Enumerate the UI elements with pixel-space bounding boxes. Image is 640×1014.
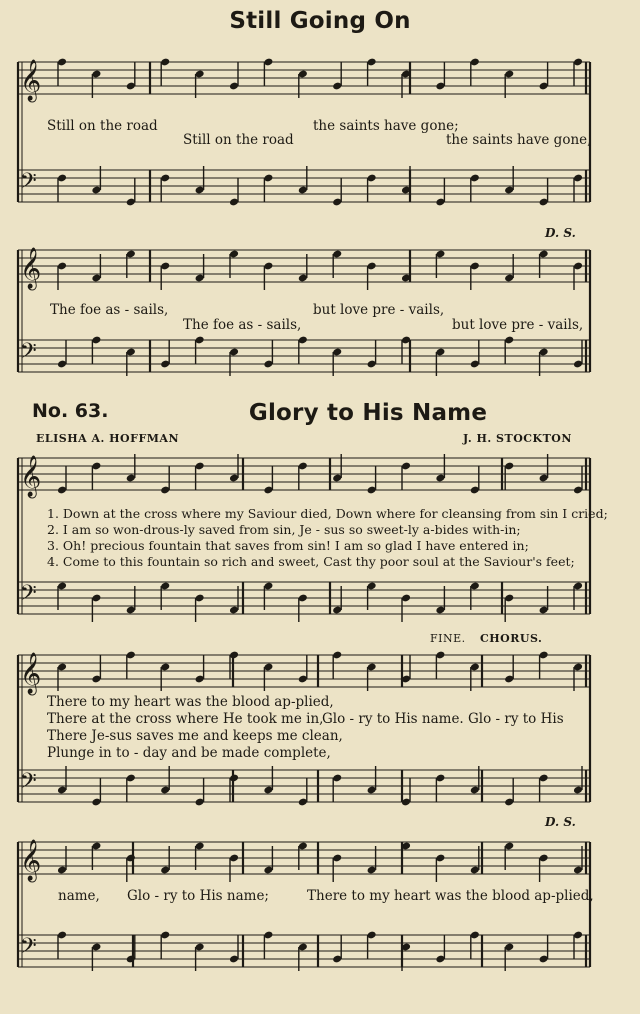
bass-clef-icon: 𝄢 [20,169,37,199]
bass-clef-icon: 𝄢 [20,934,37,964]
treble-clef-icon: 𝄞 [20,456,42,497]
last-line-glory: Glo - ry to His name; [127,888,269,904]
chorus-marking: CHORUS. [480,632,543,645]
author-credit: ELISHA A. HOFFMAN [36,432,180,445]
lyric-line: Still on the road [47,118,158,134]
last-line-name: name, [58,888,100,904]
lyric-line: The foe as - sails, [183,317,302,333]
verse-line: 1. Down at the cross where my Saviour died, Down where for cleansing from sin I cried; [47,506,608,521]
bass-clef-icon: 𝄢 [20,339,37,369]
treble-clef-icon: 𝄞 [20,653,42,694]
fine-marking: FINE. [430,632,466,645]
composer-credit: J. H. STOCKTON [463,432,572,445]
refrain-line: Plunge in to - day and be made complete, [47,745,331,761]
treble-clef-icon: 𝄞 [20,248,42,289]
lyric-line: but love pre - vails, [313,302,445,318]
lyric-line: Still on the road [183,132,294,148]
hymn-title-glory-to-his-name: Glory to His Name [248,400,488,426]
chorus-line: Glo - ry to His name. Glo - ry to His [322,711,564,727]
hymn-title-still-going-on: Still Going On [229,8,411,34]
lyric-line: the saints have gone; [313,118,459,134]
ds-marking: D. S. [545,815,576,829]
ds-marking: D. S. [545,226,576,240]
verse-line: 3. Oh! precious fountain that saves from sin! I am so glad I have entered in; [47,538,529,553]
lyric-line: but love pre - vails, [452,317,584,333]
treble-clef-icon: 𝄞 [20,60,42,101]
verse-line: 2. I am so won-drous-ly saved from sin, Je - sus so sweet-ly a-bides with-in; [47,522,521,537]
treble-clef-icon: 𝄞 [20,840,42,881]
last-line-there: There to my heart was the blood ap-plied, [307,888,594,904]
verse-line: 4. Come to this fountain so rich and sweet, Cast thy poor soul at the Saviour's feet; [47,554,575,569]
refrain-line: There at the cross where He took me in, [47,711,324,727]
bass-clef-icon: 𝄢 [20,581,37,611]
lyric-line: the saints have gone, [446,132,592,148]
refrain-line: There to my heart was the blood ap-plied, [47,694,334,710]
hymn-number: No. 63. [32,400,109,422]
refrain-line: There Je-sus saves me and keeps me clean, [47,728,343,744]
bass-clef-icon: 𝄢 [20,769,37,799]
lyric-line: The foe as - sails, [50,302,169,318]
